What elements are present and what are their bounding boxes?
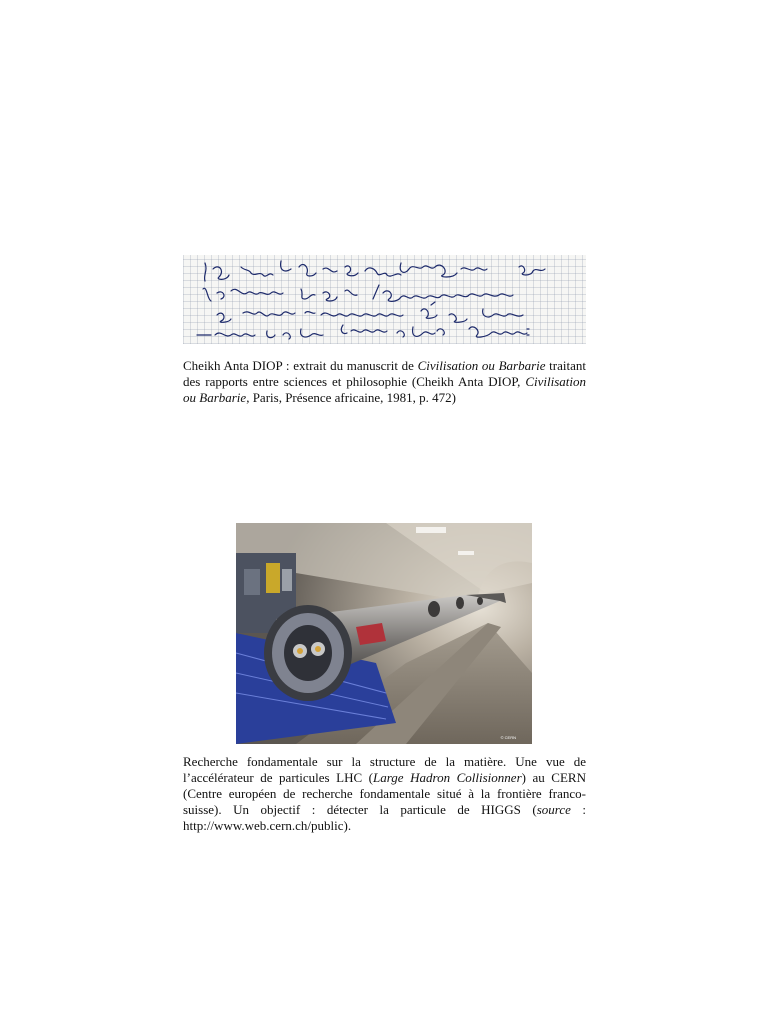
caption-text: :	[570, 802, 586, 817]
caption-title: Civilisation ou Barbarie	[183, 374, 586, 405]
caption-text: traitant des rapports entre sciences et philosophie (Cheikh Anta DIOP,	[183, 358, 586, 389]
caption-title: Civilisation ou Barbarie	[417, 358, 546, 373]
manuscript-caption	[183, 358, 586, 406]
source-url: http://www.web.cern.ch/public).	[183, 818, 352, 833]
caption-text: ) au CERN	[521, 770, 586, 785]
caption-text: suisse). Un objectif : détecter la particule de HIGGS (	[183, 802, 537, 817]
caption-line	[183, 770, 586, 786]
caption-line: Recherche fondamentale sur la structure de la matière. Une vue de	[183, 754, 586, 769]
caption-line: (Centre européen de recherche fondamentale situé à la frontière franco-	[183, 786, 586, 801]
caption-line	[183, 802, 586, 818]
caption-italic: source	[536, 802, 571, 817]
manuscript-image	[183, 255, 586, 344]
handwriting-drawing	[183, 255, 586, 344]
photo-credit: © CERN	[500, 735, 516, 740]
caption-text: , Paris, Présence africaine, 1981, p. 472)	[246, 390, 456, 405]
lhc-tunnel-photo	[236, 523, 532, 744]
caption-italic: Large Hadron Collisionner	[373, 770, 522, 785]
caption-text: l’accélérateur de particules LHC (	[183, 770, 373, 785]
lhc-caption	[183, 754, 586, 834]
caption-text: Cheikh Anta DIOP : extrait du manuscrit de	[183, 358, 418, 373]
lhc-illustration	[236, 523, 532, 744]
